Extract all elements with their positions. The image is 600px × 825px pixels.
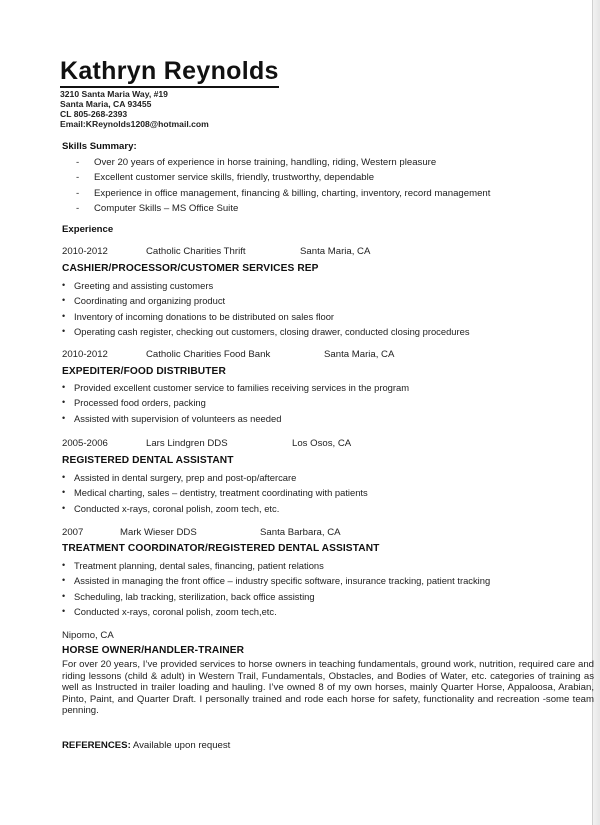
job-bullet: • Assisted with supervision of volunteers as needed: [62, 411, 409, 426]
skill-item: - Over 20 years of experience in horse training, handling, riding, Western pleasure: [74, 155, 490, 170]
job-description: For over 20 years, I’ve provided services to horse owners in teaching fundamentals, ground work, nutrition, required care and riding lessons (child & adult) in Western Trail, Fundamentals, Obstacles, and Bodies of Water, etc. categories of training as well as Instructed in trailer loading and hauling. I’ve owned 8 of my own horses, mainly Quarter Horse, Appaloosa, Arabian, Pinto, Paint, and Quarter Draft. I personally trained and rode each horse for safety, functionality and recreation -some team penning.: [62, 659, 594, 717]
job-location: Santa Barbara, CA: [260, 527, 341, 538]
job-title: EXPEDITER/FOOD DISTRIBUTER: [62, 366, 226, 377]
job-meta: [62, 438, 522, 450]
job-employer: Mark Wieser DDS: [120, 527, 197, 538]
job-employer: Catholic Charities Thrift: [146, 246, 246, 257]
address-line-1: 3210 Santa Maria Way, #19: [60, 89, 168, 99]
skill-item: - Computer Skills – MS Office Suite: [74, 201, 490, 216]
job-bullet: • Treatment planning, dental sales, financing, patient relations: [62, 558, 490, 573]
skill-item: - Experience in office management, financing & billing, charting, inventory, record management: [74, 186, 490, 201]
job-bullet: • Conducted x-rays, coronal polish, zoom tech, etc.: [62, 501, 368, 516]
job-location: Santa Maria, CA: [300, 246, 371, 257]
references-label: REFERENCES:: [62, 740, 131, 751]
job-bullet: • Coordinating and organizing product: [62, 293, 470, 308]
job-years: 2007: [62, 527, 84, 538]
job-meta: [62, 527, 522, 539]
experience-heading: Experience: [62, 224, 114, 235]
job-title: HORSE OWNER/HANDLER-TRAINER: [62, 645, 245, 656]
job-bullet: • Provided excellent customer service to families receiving services in the program: [62, 380, 409, 395]
address-line-2: Santa Maria, CA 93455: [60, 99, 152, 109]
job-bullet: • Processed food orders, packing: [62, 395, 409, 410]
candidate-name: Kathryn Reynolds: [60, 56, 279, 88]
job-bullet: • Greeting and assisting customers: [62, 278, 470, 293]
job-bullet: • Assisted in dental surgery, prep and post-op/aftercare: [62, 470, 368, 485]
phone-line: CL 805-268-2393: [60, 109, 128, 119]
job-location: Los Osos, CA: [292, 438, 352, 449]
skills-list: [74, 155, 490, 216]
job-bullet: • Assisted in managing the front office – industry specific software, insurance tracking, patient tracking: [62, 573, 490, 588]
contact-block: [60, 89, 209, 129]
job-title: TREATMENT COORDINATOR/REGISTERED DENTAL ASSISTANT: [62, 543, 380, 554]
job-meta: [62, 246, 522, 258]
email-line: Email:KReynolds1208@hotmail.com: [60, 119, 209, 129]
job-bullet: • Medical charting, sales – dentistry, treatment coordinating with patients: [62, 485, 368, 500]
job-bullets: [62, 470, 368, 516]
job-location: Nipomo, CA: [62, 630, 114, 641]
job-years: 2010-2012: [62, 246, 108, 257]
job-years: 2005-2006: [62, 438, 108, 449]
job-bullets: [62, 558, 490, 619]
skill-item: - Excellent customer service skills, friendly, trustworthy, dependable: [74, 170, 490, 185]
job-years: 2010-2012: [62, 349, 108, 360]
job-title: REGISTERED DENTAL ASSISTANT: [62, 455, 234, 466]
job-bullet: • Conducted x-rays, coronal polish, zoom tech,etc.: [62, 604, 490, 619]
job-bullet: • Operating cash register, checking out customers, closing drawer, conducted closing procedures: [62, 324, 470, 339]
skills-heading: Skills Summary:: [62, 141, 137, 152]
job-title: CASHIER/PROCESSOR/CUSTOMER SERVICES REP: [62, 263, 319, 274]
job-meta: [62, 349, 522, 361]
references-line: [62, 740, 230, 751]
job-employer: Lars Lindgren DDS: [146, 438, 228, 449]
job-bullets: [62, 380, 409, 426]
job-location: Santa Maria, CA: [324, 349, 395, 360]
references-text: Available upon request: [130, 740, 231, 751]
job-bullet: • Inventory of incoming donations to be distributed on sales floor: [62, 309, 470, 324]
job-bullets: [62, 278, 470, 339]
job-bullet: • Scheduling, lab tracking, sterilization, back office assisting: [62, 589, 490, 604]
job-employer: Catholic Charities Food Bank: [146, 349, 271, 360]
